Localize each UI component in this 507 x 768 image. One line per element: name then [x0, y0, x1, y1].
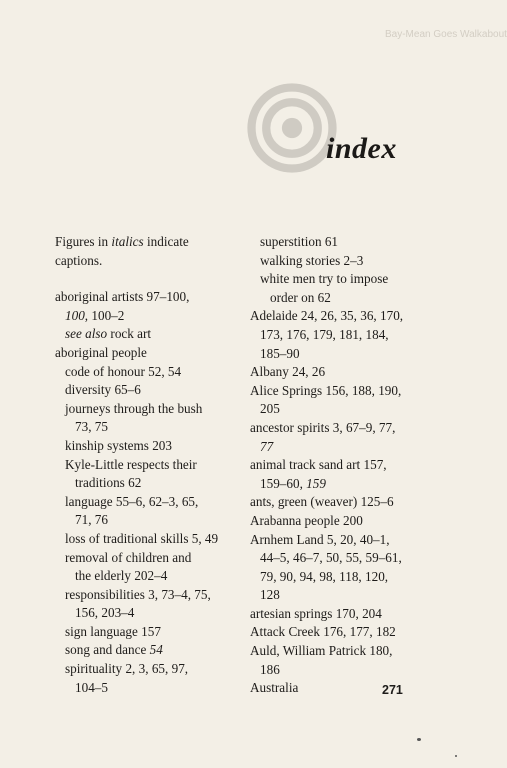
entry-text: animal track sand art 157,	[250, 457, 387, 473]
entry-text: 128	[260, 587, 280, 603]
index-entry	[250, 456, 450, 475]
index-entry	[55, 456, 240, 475]
entry-text: 79, 90, 94, 98, 118, 120,	[260, 568, 389, 584]
index-entry	[55, 344, 240, 363]
entry-text: Kyle-Little respects their	[65, 456, 197, 472]
index-column-right	[250, 233, 450, 698]
index-column-left	[55, 233, 240, 697]
entry-text: language 55–6, 62–3, 65,	[65, 493, 199, 509]
entry-text: walking stories 2–3	[260, 252, 364, 268]
index-entry	[55, 511, 240, 530]
entry-text: diversity 65–6	[65, 382, 141, 398]
index-entry	[250, 233, 450, 252]
index-entry	[55, 307, 240, 326]
entry-text: journeys through the bush	[65, 400, 203, 416]
entry-text: Arnhem Land 5, 20, 40–1,	[250, 531, 390, 547]
entry-text: 156, 203–4	[75, 605, 135, 621]
index-entry	[55, 288, 240, 307]
entry-text: 173, 176, 179, 181, 184,	[260, 326, 389, 342]
index-entry	[250, 400, 450, 419]
index-entry	[250, 252, 450, 271]
entry-text: Figures in	[55, 234, 112, 249]
entry-text: kinship systems 203	[65, 437, 172, 453]
index-entry	[55, 400, 240, 419]
index-entry	[250, 642, 450, 661]
index-entry	[55, 363, 240, 382]
index-entry	[250, 363, 450, 382]
index-entry	[250, 679, 450, 698]
index-entry	[55, 679, 240, 698]
italic-text: italics	[111, 234, 144, 249]
entry-text: 44–5, 46–7, 50, 55, 59–61,	[260, 550, 402, 566]
entry-text: 186	[260, 661, 280, 677]
running-head-bleedthrough: Bay-Mean Goes Walkabout	[385, 29, 507, 40]
index-entry	[250, 623, 450, 642]
index-entry	[250, 531, 450, 550]
entry-text: order on 62	[270, 289, 331, 305]
italic-text: 77	[260, 438, 274, 454]
italic-text: 54	[149, 642, 163, 658]
index-entry	[250, 270, 450, 289]
index-entry	[250, 419, 450, 438]
index-entry	[55, 418, 240, 437]
entry-text: ancestor spirits 3, 67–9, 77,	[250, 419, 396, 435]
index-entry	[250, 493, 450, 512]
italic-text: 100	[65, 307, 85, 323]
index-entry	[250, 382, 450, 401]
index-entry	[55, 252, 240, 271]
entry-text: code of honour 52, 54	[65, 363, 182, 379]
index-entry	[250, 475, 450, 494]
index-entry	[250, 307, 450, 326]
entry-text: song and dance	[65, 642, 150, 658]
entry-text: 159–60,	[260, 475, 307, 491]
entry-text: responsibilities 3, 73–4, 75,	[65, 586, 211, 602]
index-entry	[250, 512, 450, 531]
entry-text: 185–90	[260, 345, 300, 361]
italic-text: 159	[306, 475, 326, 491]
index-entry	[55, 325, 240, 344]
entry-text: Albany 24, 26	[250, 364, 326, 380]
index-entry	[250, 568, 450, 587]
print-speck	[417, 738, 421, 741]
entry-text: Alice Springs 156, 188, 190,	[250, 382, 402, 398]
index-entry	[250, 549, 450, 568]
spiral-ornament	[246, 82, 338, 174]
entry-text: Adelaide 24, 26, 35, 36, 170,	[250, 308, 404, 324]
italic-text: see also	[65, 326, 108, 342]
index-entry	[55, 530, 240, 549]
index-entry	[55, 623, 240, 642]
index-entry	[250, 289, 450, 308]
entry-text: , 100–2	[84, 307, 125, 323]
entry-text: 104–5	[75, 679, 108, 695]
page-title: index	[326, 132, 397, 165]
entry-text: indicate	[143, 234, 189, 249]
entry-text: removal of children and	[65, 549, 192, 565]
entry-text: aboriginal artists 97–100,	[55, 289, 190, 305]
entry-text: spirituality 2, 3, 65, 97,	[65, 661, 189, 677]
entry-text: 71, 76	[75, 512, 108, 528]
entry-text: loss of traditional skills 5, 49	[65, 530, 219, 546]
entry-text: superstition 61	[260, 234, 339, 249]
entry-text: artesian springs 170, 204	[250, 605, 382, 621]
entry-text: Attack Creek 176, 177, 182	[250, 624, 396, 640]
index-entry	[55, 567, 240, 586]
index-entry	[250, 326, 450, 345]
entry-text: captions.	[55, 252, 103, 268]
entry-text: rock art	[107, 326, 152, 342]
index-entry	[55, 641, 240, 660]
index-entry	[250, 605, 450, 624]
entry-text: Auld, William Patrick 180,	[250, 643, 393, 659]
entry-text: sign language 157	[65, 623, 161, 639]
page-number: 271	[382, 683, 403, 697]
entry-text: the elderly 202–4	[75, 568, 168, 584]
entry-text: white men try to impose	[260, 271, 389, 287]
print-speck	[455, 755, 457, 757]
index-entry	[250, 345, 450, 364]
entry-text: Arabanna people 200	[250, 512, 363, 528]
entry-text: traditions 62	[75, 475, 142, 491]
index-entry	[55, 474, 240, 493]
index-entry	[250, 438, 450, 457]
index-entry	[55, 604, 240, 623]
entry-text: Australia	[250, 680, 299, 696]
index-entry	[55, 493, 240, 512]
index-entry	[55, 233, 240, 252]
index-entry	[55, 381, 240, 400]
index-entry	[250, 661, 450, 680]
index-entry	[55, 437, 240, 456]
index-entry	[55, 586, 240, 605]
index-entry	[55, 660, 240, 679]
entry-text: 205	[260, 401, 280, 417]
index-entry	[250, 586, 450, 605]
entry-text: 73, 75	[75, 419, 108, 435]
entry-text: ants, green (weaver) 125–6	[250, 494, 394, 510]
index-entry	[55, 549, 240, 568]
entry-text: aboriginal people	[55, 344, 147, 360]
